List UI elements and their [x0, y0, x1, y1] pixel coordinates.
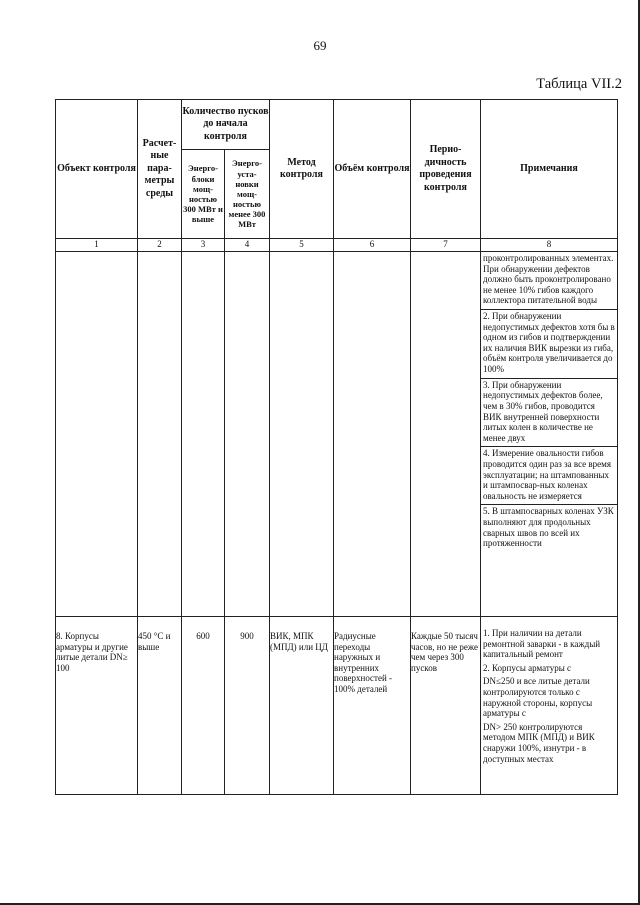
note-item: 5. В штампосварных коленах УЗК выполняют для продольных сварных швов по всей их протяженности — [483, 506, 614, 549]
column-number: 8 — [481, 239, 618, 252]
params-cell: 450 °С и выше — [138, 617, 182, 795]
method-cell: ВИК, МПК (МПД) или ЦД — [270, 617, 334, 795]
header-params: Расчет-ные пара-метры среды — [138, 100, 182, 239]
column-number: 4 — [225, 239, 270, 252]
header-object: Объект контроля — [56, 100, 138, 239]
empty-cell — [56, 252, 138, 617]
column-number: 7 — [411, 239, 481, 252]
empty-cell — [138, 252, 182, 617]
starts-under-300-cell: 900 — [225, 617, 270, 795]
table-row — [56, 617, 618, 795]
note-item: 1. При наличии на детали ремонтной заварки - в каждый капитальный ремонт — [483, 628, 601, 660]
header-starts: Количество пусков до начала контроля — [182, 100, 270, 150]
note-item: DN≤250 и все литые детали контролируются только с наружной стороны, корпусы арматуры с — [483, 676, 593, 719]
object-cell: 8. Корпусы арматуры и другие литые детали DN≥ 100 — [56, 617, 138, 795]
header-volume: Объём контроля — [334, 100, 411, 239]
empty-cell — [411, 252, 481, 617]
empty-cell — [225, 252, 270, 617]
header-starts-300-plus: Энерго-блоки мощ-ностью 300 МВт и выше — [182, 150, 225, 239]
starts-300-plus-cell: 600 — [182, 617, 225, 795]
empty-cell — [334, 252, 411, 617]
column-number-row — [56, 239, 618, 252]
note-item: 3. При обнаружении недопустимых дефектов более, чем в 30% гибов, проводится ВИК внутренней поверхности литых колен в количестве не менее двух — [481, 379, 617, 448]
column-number: 6 — [334, 239, 411, 252]
notes-cell — [481, 617, 618, 795]
column-number: 5 — [270, 239, 334, 252]
notes-cell — [481, 252, 618, 617]
table-caption: Таблица VII.2 — [536, 76, 622, 92]
note-item: 2. Корпусы арматуры с — [483, 662, 572, 673]
header-starts-under-300: Энерго-уста-новки мощ-ностью менее 300 МВт — [225, 150, 270, 239]
table-row — [56, 252, 618, 617]
note-item: 4. Измерение овальности гибов проводится один раз за все время эксплуатации; на штампованных и штампосвар-ных коленах овальность не измеряется — [481, 447, 617, 505]
control-table — [55, 99, 618, 795]
period-cell: Каждые 50 тысяч часов, но не реже чем через 300 пусков — [411, 617, 481, 795]
volume-cell: Радиусные переходы наружных и внутренних поверхностей - 100% деталей — [334, 617, 411, 795]
empty-cell — [270, 252, 334, 617]
column-number: 2 — [138, 239, 182, 252]
note-item: проконтролированных элементах. При обнаружении дефектов должно быть проконтролировано не менее 10% гибов каждого коллектора питательной воды — [481, 252, 617, 310]
column-number: 1 — [56, 239, 138, 252]
empty-cell — [182, 252, 225, 617]
column-number: 3 — [182, 239, 225, 252]
note-item: 2. При обнаружении недопустимых дефектов хотя бы в одном из гибов и подтверждении их наличия ВИК вырезки из гиба, объём контроля увеличивается до 100% — [481, 310, 617, 379]
header-method: Метод контроля — [270, 100, 334, 239]
header-notes: Примечания — [481, 100, 618, 239]
header-period: Перио-дичность проведения контроля — [411, 100, 481, 239]
page-number: 69 — [313, 38, 327, 53]
note-item: DN> 250 контролируются методом МПК (МПД) и ВИК снаружи 100%, изнутри - в доступных местах — [483, 721, 595, 764]
